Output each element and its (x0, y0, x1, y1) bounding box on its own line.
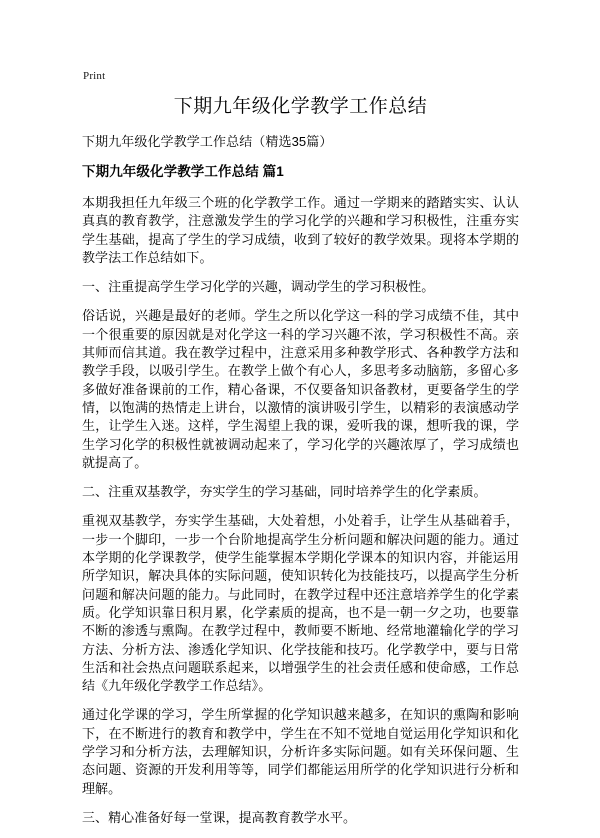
document-section-heading: 下期九年级化学教学工作总结 篇1 (82, 164, 284, 179)
document-content (82, 94, 519, 838)
print-link[interactable]: Print (83, 70, 106, 82)
body-subheading: 二、注重双基教学，夯实学生的学习基础，同时培养学生的化学素质。 (82, 484, 487, 500)
body-paragraph: 通过化学课的学习，学生所掌握的化学知识越来越多，在知识的熏陶和影响下，在不断进行的教育和教学中，学生在不知不觉地自觉运用化学知识和化学学习和分析方法，去理解知识，分析许多实际问题。如有关环保问题、生态问题、资源的开发利用等等，同学们都能运用所学的化学知识进行分析和理解。 (82, 707, 519, 796)
body-paragraph: 重视双基教学，夯实学生基础，大处着想，小处着手，让学生从基础着手，一步一个脚印，一步一个台阶地提高学生分析问题和解决问题的能力。通过本学期的化学课教学，使学生能掌握本学期化学课本的知识内容，并能运用所学知识，解决具体的实际问题，使知识转化为技能技巧，以提高学生分析问题和解决问题的能力。与此同时，在教学过程中还注意培养学生的化学素质。化学知识靠日积月累，化学素质的提高，也不是一朝一夕之功，也要靠不断的渗透与熏陶。在教学过程中，教师要不断地、经常地灌输化学的学习方法、分析方法、渗透化学知识、化学技能和技巧。化学教学中，要与日常生活和社会热点问题联系起来，以增强学生的社会责任感和使命感，工作总结《九年级化学教学工作总结》。 (82, 513, 519, 694)
body-paragraph: 本期我担任九年级三个班的化学教学工作。通过一学期来的踏踏实实、认认真真的教育教学，注意激发学生的学习化学的兴趣和学习积极性，注重夯实学生基础，提高了学生的学习成绩，收到了较好的教学效果。现将本学期的教学法工作总结如下。 (82, 195, 519, 265)
document-subtitle: 下期九年级化学教学工作总结（精选35篇） (82, 134, 333, 149)
document-body (82, 194, 519, 827)
body-paragraph: 俗话说，兴趣是最好的老师。学生之所以化学这一科的学习成绩不佳，其中一个很重要的原因就是对化学这一科的学习兴趣不浓，学习积极性不高。亲其师而信其道。我在教学过程中，注意采用多种教学形式、各种教学方法和教学手段，以吸引学生。在教学上做个有心人，多思考多动脑筋，多留心多多做好准备课前的工作，精心备课，不仅要备知识备教材，更要备学生的学情，以饱满的热情走上讲台，以激情的演讲吸引学生，以精彩的表演感动学生，让学生入迷。这样，学生渴望上我的课，爱听我的课，想听我的课，学生学习化学的积极性就被调动起来了，学习化学的兴趣浓厚了，学习成绩也就提高了。 (82, 308, 519, 470)
body-subheading: 三、精心准备好每一堂课，提高教育教学水平。 (82, 809, 357, 825)
body-subheading: 一、注重提高学生学习化学的兴趣，调动学生的学习积极性。 (82, 279, 435, 295)
page-title: 下期九年级化学教学工作总结 (173, 96, 428, 117)
